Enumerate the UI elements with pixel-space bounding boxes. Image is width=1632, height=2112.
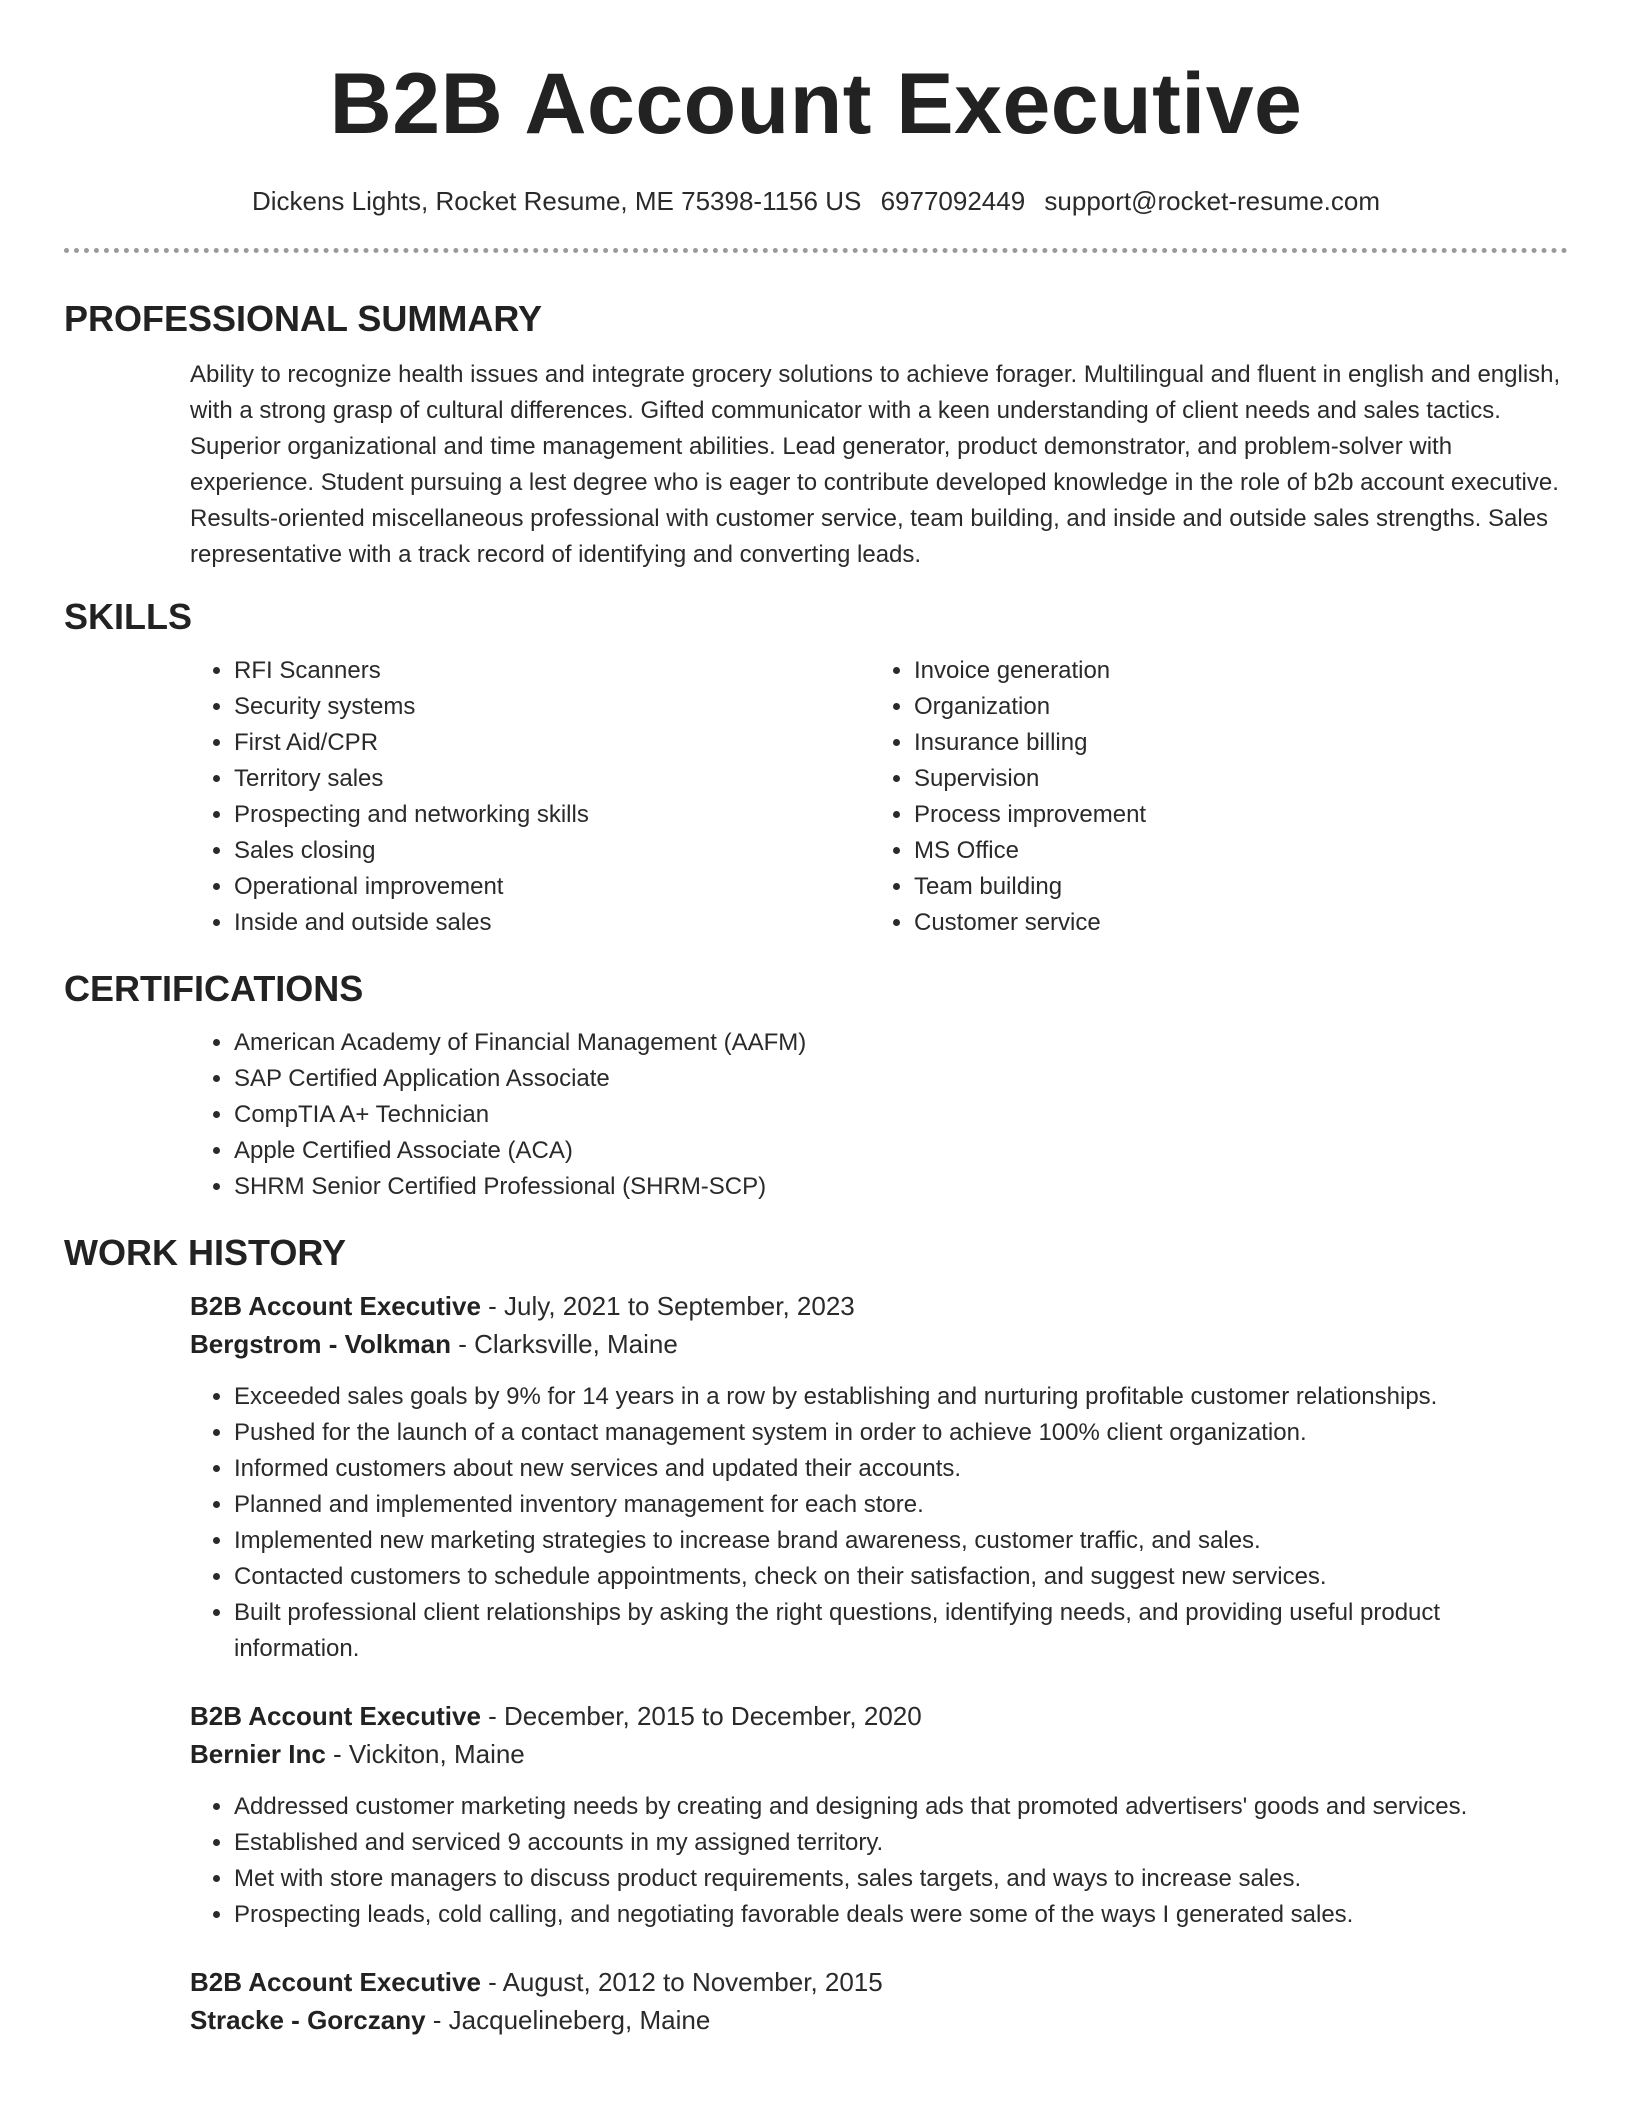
phone: 6977092449 (880, 186, 1026, 216)
job-dates: - December, 2015 to December, 2020 (480, 1701, 922, 1731)
skill-item: • Prospecting and networking skills (234, 797, 870, 833)
job-title-line (190, 1697, 1568, 1735)
certification-item: • SHRM Senior Certified Professional (SHRM-SCP) (234, 1169, 1568, 1205)
job-bullet: • Exceeded sales goals by 9% for 14 years in a row by establishing and nurturing profitable customer relationships. (234, 1379, 1568, 1415)
job-dates: - August, 2012 to November, 2015 (480, 1967, 883, 1997)
work-history-section (64, 1287, 1568, 2039)
job-company-line (190, 2001, 1568, 2039)
skill-item: • Territory sales (234, 761, 870, 797)
skill-item: • Operational improvement (234, 869, 870, 905)
job-role: B2B Account Executive (190, 1701, 481, 1731)
job-bullet: • Implemented new marketing strategies to increase brand awareness, customer traffic, and sales. (234, 1523, 1568, 1559)
certification-item: • CompTIA A+ Technician (234, 1097, 1568, 1133)
resume-title: B2B Account Executive (329, 56, 1303, 152)
skill-item: • Sales closing (234, 833, 870, 869)
skill-item: • Inside and outside sales (234, 905, 870, 941)
job-bullet: • Informed customers about new services and updated their accounts. (234, 1451, 1568, 1487)
job-title-line (190, 1963, 1568, 2001)
job-bullet: • Pushed for the launch of a contact management system in order to achieve 100% client organization. (234, 1415, 1568, 1451)
skill-item: • First Aid/CPR (234, 725, 870, 761)
summary-text: Ability to recognize health issues and integrate grocery solutions to achieve forager. Multilingual and fluent in english and english, with a strong grasp of cultural differences. Gifted communicator with a keen understanding of client needs and sales tactics. Superior organizational and time management abilities. Lead generator, product demonstrator, and problem-solver with experience. Student pursuing a lest degree who is eager to contribute developed knowledge in the role of b2b account executive. Results-oriented miscellaneous professional with customer service, team building, and inside and outside sales strengths. Sales representative with a track record of identifying and converting leads. (190, 361, 1561, 568)
skill-item: • Insurance billing (914, 725, 1550, 761)
certification-item: • SAP Certified Application Associate (234, 1061, 1568, 1097)
job-bullet: • Built professional client relationships by asking the right questions, identifying needs, and providing useful product information. (234, 1595, 1568, 1667)
job-company: Bernier Inc (190, 1739, 326, 1769)
summary-section (64, 357, 1568, 573)
job-company-line (190, 1735, 1568, 1773)
skill-item: • Invoice generation (914, 653, 1550, 689)
header-divider (64, 248, 1568, 253)
job-role: B2B Account Executive (190, 1967, 481, 1997)
job-location: - Vickiton, Maine (325, 1739, 525, 1769)
email: support@rocket-resume.com (1044, 186, 1381, 216)
job-company-line (190, 1325, 1568, 1363)
certifications-list (64, 1025, 1568, 1205)
job-entry (190, 1697, 1568, 1933)
certifications-heading: CERTIFICATIONS (64, 968, 364, 1009)
job-entry (190, 1287, 1568, 1667)
job-bullet: • Contacted customers to schedule appointments, check on their satisfaction, and suggest new services. (234, 1559, 1568, 1595)
job-company: Stracke - Gorczany (190, 2005, 426, 2035)
address: Dickens Lights, Rocket Resume, ME 75398-1156 US (251, 186, 862, 216)
job-company: Bergstrom - Volkman (190, 1329, 452, 1359)
skill-item: • Supervision (914, 761, 1550, 797)
job-role: B2B Account Executive (190, 1291, 481, 1321)
job-bullet: • Planned and implemented inventory management for each store. (234, 1487, 1568, 1523)
skill-item: • MS Office (914, 833, 1550, 869)
skill-item: • Process improvement (914, 797, 1550, 833)
skill-item: • RFI Scanners (234, 653, 870, 689)
skills-column-left (190, 653, 870, 941)
skills-column-right (870, 653, 1550, 941)
skill-item: • Team building (914, 869, 1550, 905)
summary-heading: PROFESSIONAL SUMMARY (64, 298, 543, 339)
job-title-line (190, 1287, 1568, 1325)
skills-heading: SKILLS (64, 596, 193, 637)
contact-line (64, 184, 1568, 218)
skill-item: • Organization (914, 689, 1550, 725)
job-location: - Clarksville, Maine (451, 1329, 678, 1359)
skill-item: • Customer service (914, 905, 1550, 941)
skills-list (64, 653, 1568, 941)
certification-item: • Apple Certified Associate (ACA) (234, 1133, 1568, 1169)
work-history-heading: WORK HISTORY (64, 1232, 347, 1273)
job-bullet: • Met with store managers to discuss product requirements, sales targets, and ways to increase sales. (234, 1861, 1568, 1897)
job-bullet: • Prospecting leads, cold calling, and negotiating favorable deals were some of the ways I generated sales. (234, 1897, 1568, 1933)
job-bullet: • Addressed customer marketing needs by creating and designing ads that promoted advertisers' goods and services. (234, 1789, 1568, 1825)
job-location: - Jacquelineberg, Maine (425, 2005, 711, 2035)
certification-item: • American Academy of Financial Management (AAFM) (234, 1025, 1568, 1061)
skill-item: • Security systems (234, 689, 870, 725)
job-dates: - July, 2021 to September, 2023 (480, 1291, 855, 1321)
job-entry (190, 1963, 1568, 2039)
job-bullet: • Established and serviced 9 accounts in my assigned territory. (234, 1825, 1568, 1861)
